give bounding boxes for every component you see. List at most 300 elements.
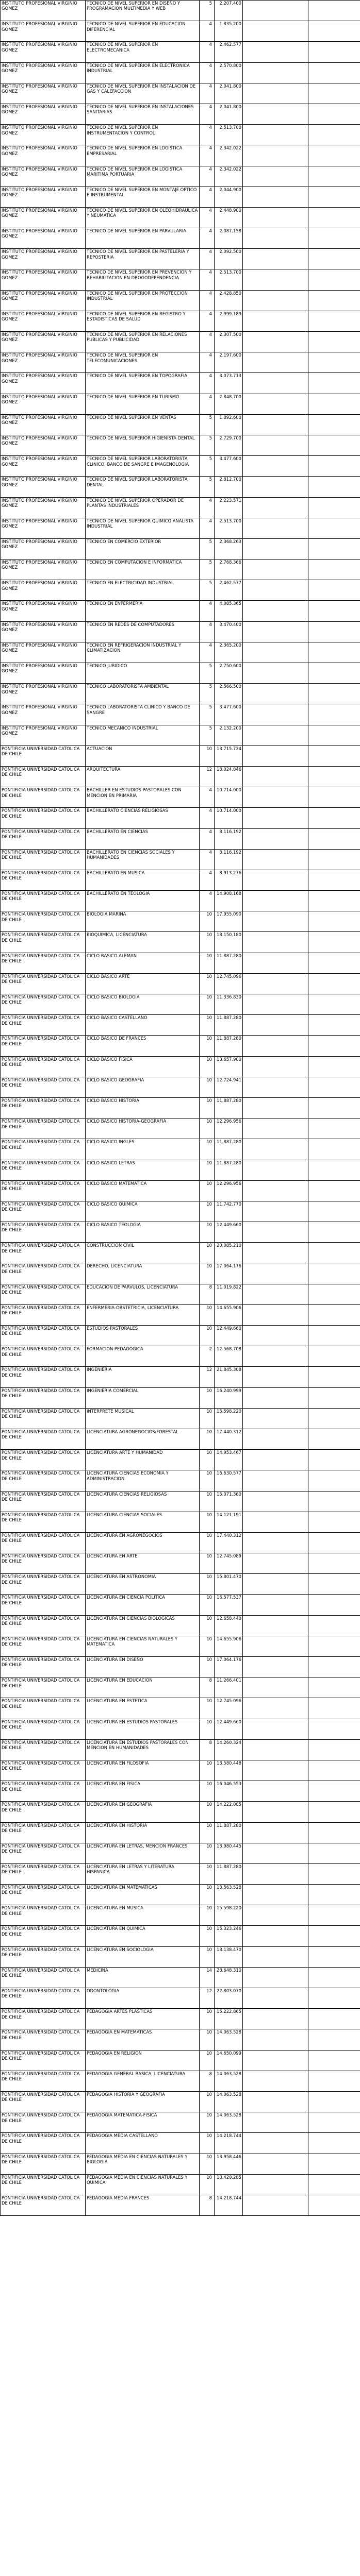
table-row — [1, 62, 360, 83]
institution-cell: INSTITUTO PROFESIONAL VIRGINIO GOMEZ — [1, 228, 86, 249]
table-row — [1, 104, 360, 124]
empty-cell — [243, 1470, 308, 1491]
program-cell: LICENCIATURA EN CIENCIAS NATURALES Y MATEMATICA — [86, 1636, 200, 1656]
program-cell: EDUCACION DE PARVULOS, LICENCIATURA — [86, 1284, 200, 1304]
duration-cell: 10 — [200, 1326, 215, 1346]
program-cell: TECNICO DE NIVEL SUPERIOR EN INSTALACIONES SANITARIAS — [86, 104, 200, 124]
duration-cell: 4 — [200, 891, 215, 911]
table-row — [1, 1657, 360, 1677]
program-cell: CICLO BASICO BIOLOGIA — [86, 994, 200, 1015]
fee-cell: 12.745.096 — [215, 973, 243, 994]
empty-cell — [308, 560, 360, 580]
empty-cell — [243, 497, 308, 518]
program-cell: TECNICO DE NIVEL SUPERIOR EN EDUCACION DIFERENCIAL — [86, 21, 200, 42]
duration-cell: 5 — [200, 538, 215, 559]
program-cell: BIOLOGIA MARINA — [86, 911, 200, 932]
table-row — [1, 166, 360, 187]
table-row — [1, 2091, 360, 2112]
table-row — [1, 1201, 360, 1222]
institution-cell: INSTITUTO PROFESIONAL VIRGINIO GOMEZ — [1, 560, 86, 580]
empty-cell — [308, 2154, 360, 2174]
empty-cell — [243, 1760, 308, 1781]
fee-cell: 15.323.246 — [215, 1926, 243, 1946]
duration-cell: 8 — [200, 1739, 215, 1760]
table-row — [1, 1574, 360, 1595]
program-cell: INGENIERIA COMERCIAL — [86, 1387, 200, 1408]
program-fee-table-body — [1, 1, 360, 2216]
empty-cell — [308, 684, 360, 704]
table-row — [1, 42, 360, 62]
empty-cell — [308, 1822, 360, 1843]
table-row — [1, 538, 360, 559]
empty-cell — [308, 1263, 360, 1284]
empty-cell — [308, 1387, 360, 1408]
fee-cell: 14.222.085 — [215, 1802, 243, 1822]
fee-cell: 14.121.191 — [215, 1512, 243, 1532]
duration-cell: 10 — [200, 2009, 215, 2029]
empty-cell — [243, 725, 308, 745]
institution-cell: INSTITUTO PROFESIONAL VIRGINIO GOMEZ — [1, 373, 86, 394]
duration-cell: 12 — [200, 766, 215, 787]
empty-cell — [243, 2133, 308, 2154]
institution-cell: PONTIFICIA UNIVERSIDAD CATOLICA DE CHILE — [1, 1408, 86, 1429]
program-cell: TECNICO DE NIVEL SUPERIOR EN RELACIONES PUBLICAS Y PUBLICIDAD — [86, 332, 200, 352]
program-cell: CICLO BASICO QUIMICA — [86, 1201, 200, 1222]
fee-cell: 14.650.099 — [215, 2050, 243, 2071]
fee-cell: 14.063.528 — [215, 2091, 243, 2112]
empty-cell — [243, 1595, 308, 1615]
duration-cell: 10 — [200, 2174, 215, 2195]
program-cell: LICENCIATURA ARTE Y HUMANIDAD — [86, 1450, 200, 1470]
empty-cell — [243, 1118, 308, 1139]
fee-cell: 12.745.096 — [215, 1698, 243, 1719]
duration-cell: 10 — [200, 2029, 215, 2050]
table-row — [1, 1263, 360, 1284]
fee-cell: 14.655.906 — [215, 1636, 243, 1656]
table-row — [1, 435, 360, 455]
empty-cell — [243, 249, 308, 269]
duration-cell: 10 — [200, 1885, 215, 1905]
institution-cell: INSTITUTO PROFESIONAL VIRGINIO GOMEZ — [1, 642, 86, 663]
institution-cell: PONTIFICIA UNIVERSIDAD CATOLICA DE CHILE — [1, 1553, 86, 1574]
program-cell: ARQUITECTURA — [86, 766, 200, 787]
empty-cell — [308, 332, 360, 352]
fee-cell: 12.724.941 — [215, 1077, 243, 1097]
empty-cell — [308, 42, 360, 62]
fee-cell: 2.365.200 — [215, 642, 243, 663]
program-cell: LICENCIATURA EN LETRAS Y LITERATURA HISPANICA — [86, 1863, 200, 1884]
program-cell: PEDAGOGIA GENERAL BASICA, LICENCIATURA — [86, 2071, 200, 2091]
program-cell: LICENCIATURA EN ESTETICA — [86, 1698, 200, 1719]
duration-cell: 10 — [200, 911, 215, 932]
fee-cell: 2.462.577 — [215, 42, 243, 62]
table-row — [1, 766, 360, 787]
duration-cell: 4 — [200, 642, 215, 663]
empty-cell — [243, 2154, 308, 2174]
institution-cell: PONTIFICIA UNIVERSIDAD CATOLICA DE CHILE — [1, 1304, 86, 1325]
duration-cell: 10 — [200, 1201, 215, 1222]
empty-cell — [243, 1615, 308, 1636]
empty-cell — [308, 1077, 360, 1097]
empty-cell — [243, 808, 308, 828]
duration-cell: 8 — [200, 1284, 215, 1304]
table-row — [1, 187, 360, 207]
table-row — [1, 1926, 360, 1946]
institution-cell: PONTIFICIA UNIVERSIDAD CATOLICA DE CHILE — [1, 1657, 86, 1677]
empty-cell — [308, 1097, 360, 1118]
fee-cell: 3.470.400 — [215, 621, 243, 642]
institution-cell: PONTIFICIA UNIVERSIDAD CATOLICA DE CHILE — [1, 2009, 86, 2029]
table-row — [1, 1450, 360, 1470]
program-cell: TECNICO LABORATORISTA CLINICO Y BANCO DE SANGRE — [86, 704, 200, 725]
program-cell: LICENCIATURA EN EDUCACION — [86, 1677, 200, 1698]
empty-cell — [308, 2174, 360, 2195]
program-cell: TECNICO DE NIVEL SUPERIOR EN PREVENCION Y REHABILITACION EN DROGODEPENDENCIA — [86, 269, 200, 290]
duration-cell: 5 — [200, 560, 215, 580]
program-cell: CICLO BASICO GEOGRAFIA — [86, 1077, 200, 1097]
empty-cell — [243, 621, 308, 642]
duration-cell: 10 — [200, 1946, 215, 1967]
fee-cell: 2.342.022 — [215, 145, 243, 166]
empty-cell — [308, 2009, 360, 2029]
fee-cell: 2.513.700 — [215, 125, 243, 145]
institution-cell: PONTIFICIA UNIVERSIDAD CATOLICA DE CHILE — [1, 2091, 86, 2112]
empty-cell — [243, 2195, 308, 2215]
duration-cell: 4 — [200, 42, 215, 62]
fee-cell: 2.768.366 — [215, 560, 243, 580]
duration-cell: 4 — [200, 828, 215, 849]
fee-cell: 16.240.999 — [215, 1387, 243, 1408]
fee-cell: 14.908.168 — [215, 891, 243, 911]
fee-cell: 20.085.210 — [215, 1243, 243, 1263]
empty-cell — [308, 1657, 360, 1677]
empty-cell — [243, 766, 308, 787]
table-row — [1, 2050, 360, 2071]
fee-cell: 2.041.800 — [215, 104, 243, 124]
empty-cell — [308, 911, 360, 932]
table-row — [1, 249, 360, 269]
empty-cell — [243, 973, 308, 994]
duration-cell: 10 — [200, 1408, 215, 1429]
program-cell: CICLO BASICO TEOLOGIA — [86, 1222, 200, 1243]
duration-cell: 10 — [200, 1863, 215, 1884]
empty-cell — [243, 891, 308, 911]
empty-cell — [243, 1015, 308, 1036]
duration-cell: 4 — [200, 497, 215, 518]
institution-cell: PONTIFICIA UNIVERSIDAD CATOLICA DE CHILE — [1, 1863, 86, 1884]
fee-cell: 14.063.528 — [215, 2112, 243, 2133]
empty-cell — [308, 1118, 360, 1139]
duration-cell: 8 — [200, 2071, 215, 2091]
institution-cell: INSTITUTO PROFESIONAL VIRGINIO GOMEZ — [1, 104, 86, 124]
empty-cell — [308, 621, 360, 642]
institution-cell: INSTITUTO PROFESIONAL VIRGINIO GOMEZ — [1, 145, 86, 166]
table-row — [1, 2029, 360, 2050]
empty-cell — [243, 83, 308, 104]
empty-cell — [308, 1346, 360, 1367]
program-cell: INTERPRETE MUSICAL — [86, 1408, 200, 1429]
institution-cell: PONTIFICIA UNIVERSIDAD CATOLICA DE CHILE — [1, 911, 86, 932]
program-cell: PEDAGOGIA MEDIA FRANCES — [86, 2195, 200, 2215]
fee-cell: 2.368.263 — [215, 538, 243, 559]
duration-cell: 4 — [200, 849, 215, 870]
table-row — [1, 1015, 360, 1036]
table-row — [1, 1512, 360, 1532]
program-cell: LICENCIATURA EN ARTE — [86, 1553, 200, 1574]
institution-cell: INSTITUTO PROFESIONAL VIRGINIO GOMEZ — [1, 621, 86, 642]
empty-cell — [308, 125, 360, 145]
institution-cell: PONTIFICIA UNIVERSIDAD CATOLICA DE CHILE — [1, 1056, 86, 1077]
table-row — [1, 125, 360, 145]
empty-cell — [243, 1719, 308, 1739]
institution-cell: PONTIFICIA UNIVERSIDAD CATOLICA DE CHILE — [1, 2133, 86, 2154]
empty-cell — [243, 1408, 308, 1429]
empty-cell — [243, 1450, 308, 1470]
empty-cell — [243, 1346, 308, 1367]
institution-cell: INSTITUTO PROFESIONAL VIRGINIO GOMEZ — [1, 414, 86, 435]
table-row — [1, 1595, 360, 1615]
empty-cell — [243, 870, 308, 890]
table-row — [1, 1326, 360, 1346]
institution-cell: PONTIFICIA UNIVERSIDAD CATOLICA DE CHILE — [1, 1326, 86, 1346]
program-cell: TECNICO DE NIVEL SUPERIOR LABORATORISTA DENTAL — [86, 477, 200, 497]
empty-cell — [308, 145, 360, 166]
empty-cell — [243, 1263, 308, 1284]
table-row — [1, 2112, 360, 2133]
empty-cell — [308, 870, 360, 890]
duration-cell: 5 — [200, 725, 215, 745]
fee-cell: 11.887.280 — [215, 1863, 243, 1884]
empty-cell — [243, 1636, 308, 1656]
institution-cell: INSTITUTO PROFESIONAL VIRGINIO GOMEZ — [1, 1, 86, 21]
duration-cell: 4 — [200, 787, 215, 808]
duration-cell: 10 — [200, 1843, 215, 1863]
fee-cell: 12.296.956 — [215, 1118, 243, 1139]
table-row — [1, 497, 360, 518]
table-row — [1, 1802, 360, 1822]
institution-cell: PONTIFICIA UNIVERSIDAD CATOLICA DE CHILE — [1, 1491, 86, 1512]
program-cell: LICENCIATURA CIENCIAS SOCIALES — [86, 1512, 200, 1532]
duration-cell: 4 — [200, 352, 215, 373]
empty-cell — [308, 1574, 360, 1595]
program-cell: PEDAGOGIA ARTES PLASTICAS — [86, 2009, 200, 2029]
empty-cell — [308, 2029, 360, 2050]
fee-cell: 10.714.000 — [215, 787, 243, 808]
program-cell: TECNICO DE NIVEL SUPERIOR EN MONTAJE OPTICO E INSTRUMENTAL — [86, 187, 200, 207]
empty-cell — [243, 580, 308, 601]
table-row — [1, 269, 360, 290]
duration-cell: 10 — [200, 1036, 215, 1056]
program-cell: LICENCIATURA EN FISICA — [86, 1781, 200, 1802]
empty-cell — [308, 1926, 360, 1946]
empty-cell — [243, 1657, 308, 1677]
institution-cell: PONTIFICIA UNIVERSIDAD CATOLICA DE CHILE — [1, 891, 86, 911]
institution-cell: PONTIFICIA UNIVERSIDAD CATOLICA DE CHILE — [1, 1097, 86, 1118]
empty-cell — [308, 352, 360, 373]
fee-cell: 16.630.577 — [215, 1470, 243, 1491]
program-cell: TECNICO DE NIVEL SUPERIOR EN LOGISTICA MARITIMA PORTUARIA — [86, 166, 200, 187]
empty-cell — [308, 1698, 360, 1719]
table-row — [1, 1036, 360, 1056]
institution-cell: PONTIFICIA UNIVERSIDAD CATOLICA DE CHILE — [1, 1512, 86, 1532]
empty-cell — [308, 166, 360, 187]
fee-cell: 1.835.200 — [215, 21, 243, 42]
institution-cell: PONTIFICIA UNIVERSIDAD CATOLICA DE CHILE — [1, 1946, 86, 1967]
table-row — [1, 1885, 360, 1905]
empty-cell — [243, 601, 308, 621]
table-row — [1, 1739, 360, 1760]
fee-cell: 11.887.280 — [215, 953, 243, 973]
empty-cell — [243, 1512, 308, 1532]
institution-cell: PONTIFICIA UNIVERSIDAD CATOLICA DE CHILE — [1, 1739, 86, 1760]
empty-cell — [308, 1719, 360, 1739]
fee-cell: 11.336.830 — [215, 994, 243, 1015]
duration-cell: 10 — [200, 1263, 215, 1284]
duration-cell: 4 — [200, 166, 215, 187]
duration-cell: 4 — [200, 601, 215, 621]
program-cell: INGENIERIA — [86, 1367, 200, 1387]
fee-cell: 28.648.310 — [215, 1967, 243, 1988]
fee-cell: 13.580.448 — [215, 1760, 243, 1781]
empty-cell — [308, 21, 360, 42]
empty-cell — [308, 1180, 360, 1201]
institution-cell: PONTIFICIA UNIVERSIDAD CATOLICA DE CHILE — [1, 1905, 86, 1926]
program-cell: TECNICO DE NIVEL SUPERIOR EN VENTAS — [86, 414, 200, 435]
table-row — [1, 745, 360, 766]
institution-cell: INSTITUTO PROFESIONAL VIRGINIO GOMEZ — [1, 332, 86, 352]
empty-cell — [308, 1760, 360, 1781]
institution-cell: INSTITUTO PROFESIONAL VIRGINIO GOMEZ — [1, 497, 86, 518]
program-cell: TECNICO DE NIVEL SUPERIOR EN REGISTRO Y ESTADISTICAS DE SALUD — [86, 311, 200, 331]
empty-cell — [308, 1243, 360, 1263]
fee-cell: 14.063.528 — [215, 2029, 243, 2050]
fee-cell: 17.064.176 — [215, 1657, 243, 1677]
empty-cell — [308, 787, 360, 808]
program-cell: TECNICO DE NIVEL SUPERIOR EN TOPOGRAFIA — [86, 373, 200, 394]
empty-cell — [308, 2195, 360, 2215]
institution-cell: PONTIFICIA UNIVERSIDAD CATOLICA DE CHILE — [1, 1222, 86, 1243]
institution-cell: PONTIFICIA UNIVERSIDAD CATOLICA DE CHILE — [1, 808, 86, 828]
fee-cell: 16.046.553 — [215, 1781, 243, 1802]
empty-cell — [243, 1387, 308, 1408]
institution-cell: PONTIFICIA UNIVERSIDAD CATOLICA DE CHILE — [1, 1802, 86, 1822]
empty-cell — [243, 1843, 308, 1863]
program-cell: ENFERMERIA-OBSTETRICIA, LICENCIATURA — [86, 1304, 200, 1325]
table-row — [1, 332, 360, 352]
program-cell: PEDAGOGIA EN MATEMATICAS — [86, 2029, 200, 2050]
empty-cell — [308, 704, 360, 725]
empty-cell — [308, 269, 360, 290]
program-cell: LICENCIATURA AGRONEGOCIOS/FORESTAL — [86, 1429, 200, 1449]
table-row — [1, 1387, 360, 1408]
institution-cell: PONTIFICIA UNIVERSIDAD CATOLICA DE CHILE — [1, 1636, 86, 1656]
duration-cell: 4 — [200, 290, 215, 311]
empty-cell — [308, 2071, 360, 2091]
duration-cell: 5 — [200, 477, 215, 497]
empty-cell — [243, 187, 308, 207]
program-cell: PEDAGOGIA MEDIA EN CIENCIAS NATURALES Y QUIMICA — [86, 2174, 200, 2195]
empty-cell — [243, 560, 308, 580]
duration-cell: 10 — [200, 932, 215, 953]
institution-cell: PONTIFICIA UNIVERSIDAD CATOLICA DE CHILE — [1, 1036, 86, 1056]
duration-cell: 10 — [200, 2091, 215, 2112]
table-row — [1, 642, 360, 663]
duration-cell: 10 — [200, 1450, 215, 1470]
empty-cell — [243, 228, 308, 249]
fee-cell: 2.566.500 — [215, 684, 243, 704]
fee-cell: 2.041.800 — [215, 83, 243, 104]
program-cell: CICLO BASICO HISTORIA-GEOGRAFIA — [86, 1118, 200, 1139]
fee-cell: 13.657.900 — [215, 1056, 243, 1077]
duration-cell: 10 — [200, 1595, 215, 1615]
institution-cell: INSTITUTO PROFESIONAL VIRGINIO GOMEZ — [1, 684, 86, 704]
program-cell: TECNICO EN COMERCIO EXTERIOR — [86, 538, 200, 559]
duration-cell: 10 — [200, 1139, 215, 1160]
empty-cell — [308, 477, 360, 497]
empty-cell — [243, 1491, 308, 1512]
fee-cell: 13.715.724 — [215, 745, 243, 766]
empty-cell — [308, 394, 360, 414]
empty-cell — [243, 2009, 308, 2029]
duration-cell: 12 — [200, 1988, 215, 2009]
table-row — [1, 2195, 360, 2215]
table-row — [1, 2174, 360, 2195]
empty-cell — [308, 1139, 360, 1160]
empty-cell — [308, 2112, 360, 2133]
institution-cell: INSTITUTO PROFESIONAL VIRGINIO GOMEZ — [1, 394, 86, 414]
fee-cell: 18.150.180 — [215, 932, 243, 953]
empty-cell — [308, 1304, 360, 1325]
empty-cell — [243, 1243, 308, 1263]
table-row — [1, 911, 360, 932]
table-row — [1, 1056, 360, 1077]
program-cell: TECNICO DE NIVEL SUPERIOR EN PROTECCION INDUSTRIAL — [86, 290, 200, 311]
program-cell: PEDAGOGIA MATEMATICA-FISICA — [86, 2112, 200, 2133]
duration-cell: 10 — [200, 1553, 215, 1574]
table-row — [1, 1781, 360, 1802]
fee-cell: 3.477.600 — [215, 704, 243, 725]
institution-cell: PONTIFICIA UNIVERSIDAD CATOLICA DE CHILE — [1, 1532, 86, 1553]
institution-cell: PONTIFICIA UNIVERSIDAD CATOLICA DE CHILE — [1, 1387, 86, 1408]
institution-cell: INSTITUTO PROFESIONAL VIRGINIO GOMEZ — [1, 601, 86, 621]
duration-cell: 10 — [200, 1698, 215, 1719]
fee-cell: 2.044.900 — [215, 187, 243, 207]
institution-cell: PONTIFICIA UNIVERSIDAD CATOLICA DE CHILE — [1, 1160, 86, 1180]
empty-cell — [308, 62, 360, 83]
empty-cell — [243, 1367, 308, 1387]
institution-cell: INSTITUTO PROFESIONAL VIRGINIO GOMEZ — [1, 269, 86, 290]
institution-cell: PONTIFICIA UNIVERSIDAD CATOLICA DE CHILE — [1, 1615, 86, 1636]
program-cell: FORMACION PEDAGOGICA — [86, 1346, 200, 1367]
program-cell: CICLO BASICO MATEMATICA — [86, 1180, 200, 1201]
program-cell: DERECHO, LICENCIATURA — [86, 1263, 200, 1284]
empty-cell — [243, 1097, 308, 1118]
program-cell: TECNICO EN REDES DE COMPUTADORES — [86, 621, 200, 642]
program-cell: TECNICO DE NIVEL SUPERIOR EN ELECTRONICA INDUSTRIAL — [86, 62, 200, 83]
table-row — [1, 1470, 360, 1491]
empty-cell — [308, 973, 360, 994]
program-cell: BACHILLERATO EN CIENCIAS SOCIALES Y HUMANIDADES — [86, 849, 200, 870]
table-row — [1, 891, 360, 911]
program-cell: LICENCIATURA EN ESTUDIOS PASTORALES CON MENCION EN HUMANIDADES — [86, 1739, 200, 1760]
duration-cell: 4 — [200, 269, 215, 290]
empty-cell — [243, 1139, 308, 1160]
fee-cell: 12.658.440 — [215, 1615, 243, 1636]
empty-cell — [308, 1967, 360, 1988]
empty-cell — [308, 994, 360, 1015]
empty-cell — [308, 828, 360, 849]
program-cell: LICENCIATURA EN HISTORIA — [86, 1822, 200, 1843]
